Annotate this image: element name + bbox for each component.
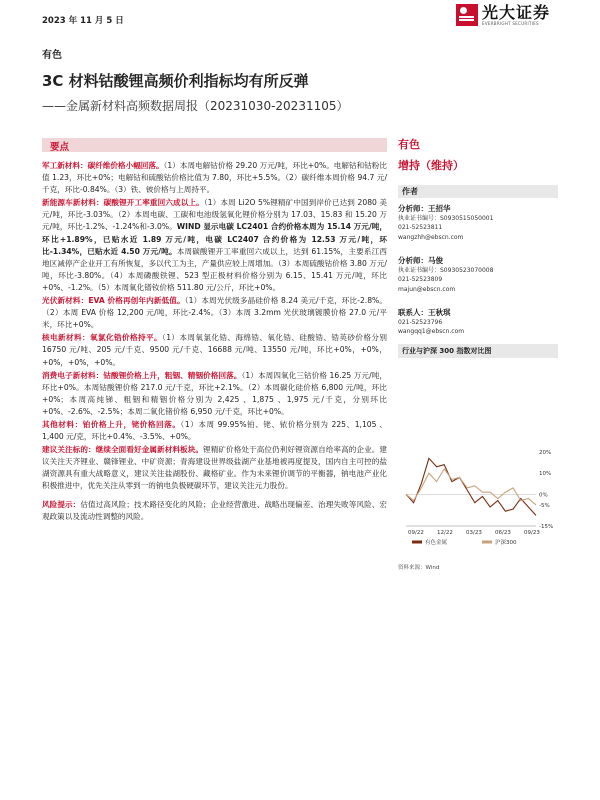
- author-license: 执业证书编号：S0930523070008: [398, 266, 494, 274]
- x-tick-label: 03/23: [466, 530, 482, 536]
- contact-phone: 021-52523796: [398, 318, 443, 326]
- section-military-heading: 军工新材料：碳纤维价格小幅回落。: [42, 161, 164, 170]
- author-email[interactable]: wangzhh@ebscn.com: [398, 233, 464, 241]
- section-pv-heading: 光伏新材料：EVA 价格再创年内新低值。: [42, 296, 185, 306]
- legend-label: 沪深300: [495, 540, 517, 546]
- author-email[interactable]: majun@ebscn.com: [398, 285, 456, 293]
- contact-name: 联系人：王秋琪: [398, 308, 451, 317]
- section-pv-text: （1）本周光伏级多晶硅价格 8.24 美元/千克，环比-2.8%。（2）本周 EVA 价格 12,200 元/吨，环比-2.4%。（3）本周 3.2mm 光伏玻璃镀膜价格 27.0 元/平米，环比+0%。: [42, 296, 387, 330]
- logo-cn-text: 光大证券: [482, 2, 551, 22]
- section-nev-heading: 新能源车新材料：碳酸锂开工率重回六成以上。: [42, 198, 204, 208]
- section-other: [42, 419, 387, 443]
- author-card: [398, 204, 558, 242]
- industry-label: 有色: [42, 50, 62, 61]
- report-date: 2023 年 11 月 5 日: [42, 16, 124, 26]
- section-nuclear-text: （1）本周氧氯化锆、海绵锆、氧化锆、硅酸锆、锆英砂价格分别 16750 元/吨、205 元/千克、9500 元/千克、16688 元/吨、13550 元/吨，环比+0%，+0%，+0%，+0%，+0%。: [42, 333, 388, 367]
- legend-swatch: [412, 541, 422, 544]
- logo-en-text: EVERBRIGHT SECURITIES: [482, 20, 539, 26]
- key-points-body: [42, 160, 387, 524]
- y-tick-label: -5%: [539, 502, 550, 509]
- section-military: [42, 160, 387, 196]
- section-nuclear: [42, 332, 387, 368]
- sidebar: [398, 136, 558, 337]
- x-tick-label: 12/22: [437, 530, 453, 536]
- x-tick-label: 09/22: [408, 530, 424, 536]
- y-tick-label: 20%: [539, 450, 552, 456]
- section-consumer: [42, 370, 387, 418]
- x-tick-label: 09/23: [524, 530, 540, 536]
- key-points-bar: [42, 138, 387, 152]
- section-consumer-heading: 消费电子新材料：钴酸锂价格上升，粗铟、精铟价格回落。: [42, 370, 242, 380]
- section-risk-heading: 风险提示：: [42, 499, 81, 509]
- contact-card: [398, 308, 558, 337]
- author-card: [398, 256, 558, 294]
- chart-title: 行业与沪深 300 指数对比图: [398, 344, 558, 358]
- section-recommend: [42, 444, 387, 492]
- contact-email[interactable]: wangqq1@ebscn.com: [398, 328, 465, 335]
- author-license: 执业证书编号：S0930515050001: [398, 214, 494, 222]
- section-nuclear-heading: 核电新材料：氧氯化锆价格持平。: [42, 333, 162, 343]
- y-tick-label: 0%: [539, 492, 548, 499]
- section-other-text: （1）本周 99.95%铂、铑、铱价格分别为 225、1,105 、1,400 元/克，环比+0.4%、-3.5%、+0%。: [42, 419, 387, 442]
- section-nev-bold: WIND 显示电碳 LC2401 合约价格本周为 15.14 万元/吨，环比+1.89%，已贴水近 1.89 万元/吨，电碳 LC2407 合约价格为 12.53 万元/吨，环比-1.34%，已贴水近 4.50 万元/吨。: [42, 222, 387, 256]
- key-points-label: 要点: [50, 142, 70, 153]
- everbright-logo-icon: [456, 4, 478, 26]
- section-recommend-text: 锂精矿价格处于高位仍利好锂资源自给率高的企业。建议关注天齐锂业、赣锋锂业、中矿资源；青海建设世界级盐湖产业基地被再度提及，国内自主可控的盐湖资源具有重大战略意义，建议关注盐湖股份、藏格矿业。作为未来锂价调节的平衡器，钠电池产业化积极推进中，优先关注从零到一的钠电负极硬碳环节，建议关注元力股份。: [42, 445, 388, 491]
- sidebar-industry: 有色: [398, 138, 420, 151]
- section-risk: [42, 499, 387, 523]
- report-title: 3C 材料钴酸锂高频价利指标均有所反弹: [42, 72, 309, 90]
- section-other-heading: 其他材料：铂价格上升，铑价格回落。: [42, 419, 181, 429]
- company-logo: [456, 4, 550, 26]
- section-recommend-heading: 建议关注标的：继续全面看好金属新材料板块。: [42, 445, 204, 455]
- section-nev: [42, 197, 387, 294]
- section-consumer-text: （1）本周四氧化三钴价格 16.25 万元/吨，环比+0%。本周钴酸锂价格 217.0 元/千克，环比+2.1%。（2）本周碳化硅价格 6,800 元/吨，环比+0%；本周高纯锑、粗铟和精铟价格分别为 2,425 、1,875 、1,975 元/千克，分别环比+0%、-2.6%、-2.5%；本周二氧化锗价格 6,950 元/千克，环比+0%。: [42, 370, 388, 416]
- authors-label: 作者: [398, 185, 558, 198]
- author-phone: 021-52523809: [398, 276, 443, 283]
- section-risk-text: 估值过高风险；技术路径变化的风险；企业经营激进、战略出现偏差、治理失败等风险、宏观政策以及流动性调整的风险。: [42, 499, 387, 521]
- section-military-text: （1）本周电解钴价格 29.20 万元/吨，环比+0%。电解钴和钴粉比值 1.23，环比+0%；电解钴和硫酸钴价格比值为 7.80，环比+5.5%。（2）碳纤维本周价格 94.7 元/千克，环比-0.84%。（3）铁、铍价格与上周持平。: [42, 161, 387, 195]
- legend-label: 有色金属: [425, 540, 448, 546]
- section-nev-text-1: （1）本周 Li2O 5%锂精矿中国到岸价已达到 2080 美元/吨，环比-3.03%。（2）本周电碳、工碳和电池级氢氧化锂价格分别为 17.03、15.83 和 15.20 万元/吨，环比-1.2%、-1.24%和-3.0%。: [42, 198, 387, 232]
- section-nev-text-2: 本周碳酸锂开工率重回六成以上，达到 61.15%，主要系江西地区减停产企业开工有所恢复，多以代工为主，产量供应较上周增加。（3）本周硫酸钴价格 3.80 万元/吨，环比-3.80%。（4）本周磷酸铁锂、523 型正极材料价格分别为 6.15、15.41 万元/吨，环比+0%、-1.2%。（5）本周氧化镨钕价格 511.80 元/公斤，环比+0%。: [42, 246, 387, 292]
- sidebar-rating: 增持（维持）: [398, 159, 464, 172]
- y-tick-label: -15%: [539, 524, 554, 530]
- series-line-1: [406, 469, 536, 505]
- chart-source: 资料来源：Wind: [398, 565, 440, 571]
- author-name: 分析师：马俊: [398, 256, 443, 265]
- report-subtitle: ——金属新材料高频数据周报（20231030-20231105）: [42, 99, 349, 113]
- y-tick-label: 10%: [539, 471, 552, 478]
- legend-swatch: [482, 541, 492, 544]
- x-tick-label: 06/23: [495, 530, 511, 536]
- author-name: 分析师：王招华: [398, 204, 451, 213]
- author-phone: 021-52523811: [398, 224, 443, 231]
- section-pv: [42, 295, 387, 331]
